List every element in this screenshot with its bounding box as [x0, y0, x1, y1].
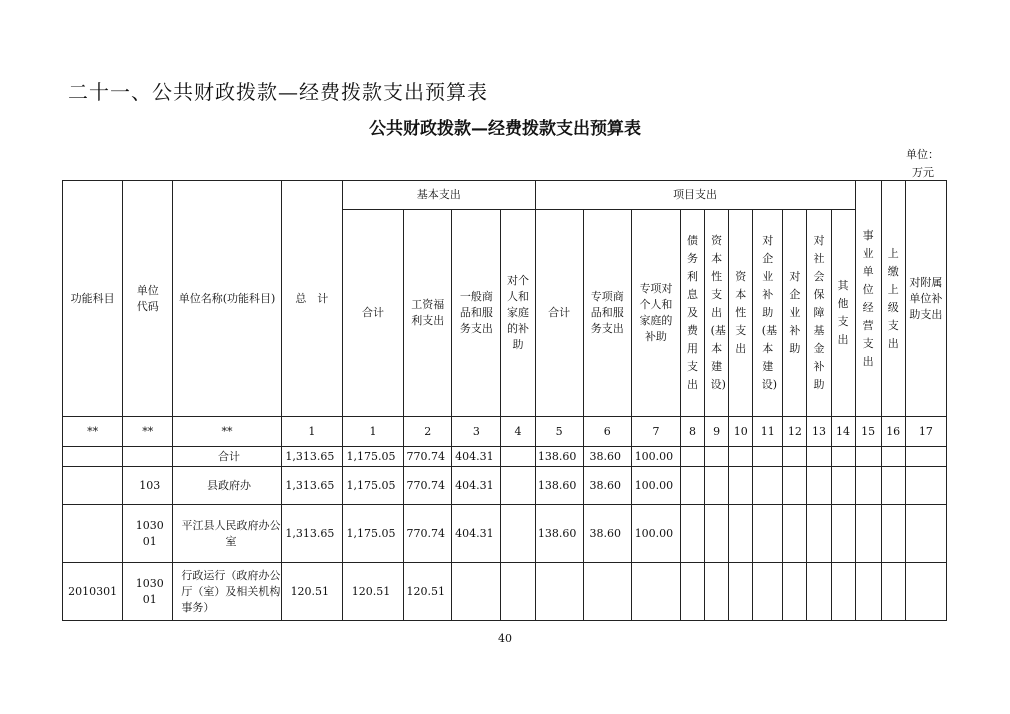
header-capital-construction: 资本性支出(基本建设) [705, 210, 729, 417]
cell-subject [63, 505, 123, 563]
index-cell: 13 [807, 417, 831, 447]
cell-basic-total: 1,175.05 [342, 505, 403, 563]
cell-special-goods: 38.60 [583, 467, 631, 505]
cell-special-goods: 38.60 [583, 447, 631, 467]
index-cell: 6 [583, 417, 631, 447]
header-unit-name: 单位名称(功能科目) [173, 181, 281, 417]
cell-special-personal [631, 563, 680, 621]
header-wages: 工资福利支出 [404, 210, 452, 417]
cell-total: 1,313.65 [281, 447, 342, 467]
cell-personal [501, 505, 535, 563]
table-row [63, 447, 947, 467]
index-cell: 1 [342, 417, 403, 447]
header-enterprise-subsidy-construction: 对企业补助(基本建设) [753, 210, 783, 417]
cell-name: 合计 [173, 447, 281, 467]
unit-value: 万元 [912, 166, 934, 179]
index-cell: 11 [753, 417, 783, 447]
header-capital: 资本性支出 [729, 210, 753, 417]
header-total: 总 计 [281, 181, 342, 417]
header-project-expenditure: 项目支出 [535, 181, 855, 210]
cell-special-personal: 100.00 [631, 467, 680, 505]
index-row [63, 417, 947, 447]
index-cell: 9 [705, 417, 729, 447]
cell-special-goods: 38.60 [583, 505, 631, 563]
cell-name: 行政运行（政府办公厅（室）及相关机构事务） [173, 563, 281, 621]
cell-goods [452, 563, 501, 621]
cell-basic-total: 1,175.05 [342, 467, 403, 505]
index-cell: ** [123, 417, 173, 447]
cell-project-total: 138.60 [535, 505, 583, 563]
cell-wages: 770.74 [404, 505, 452, 563]
table-row [63, 467, 947, 505]
header-social-security: 对社会保障基金补助 [807, 210, 831, 417]
cell-total: 1,313.65 [281, 505, 342, 563]
index-cell: 16 [881, 417, 905, 447]
cell-goods: 404.31 [452, 467, 501, 505]
cell-subject: 2010301 [63, 563, 123, 621]
header-personal-subsidy: 对个人和家庭的补助 [501, 210, 535, 417]
header-affiliated: 对附属单位补助支出 [905, 181, 946, 417]
header-basic-expenditure: 基本支出 [342, 181, 535, 210]
index-cell: 14 [831, 417, 855, 447]
cell-wages: 770.74 [404, 467, 452, 505]
index-cell: ** [63, 417, 123, 447]
cell-subject [63, 447, 123, 467]
cell-special-personal: 100.00 [631, 447, 680, 467]
table-title: 公共财政拨款—经费拨款支出预算表 [369, 119, 641, 139]
cell-basic-total: 120.51 [342, 563, 403, 621]
cell-name: 县政府办 [173, 467, 281, 505]
index-cell: 17 [905, 417, 946, 447]
header-operating: 事业单位经营支出 [855, 181, 881, 417]
cell-basic-total: 1,175.05 [342, 447, 403, 467]
cell-project-total: 138.60 [535, 447, 583, 467]
cell-goods: 404.31 [452, 447, 501, 467]
cell-code: 103001 [123, 505, 173, 563]
table-row [63, 563, 947, 621]
cell-wages: 770.74 [404, 447, 452, 467]
index-cell: 3 [452, 417, 501, 447]
index-cell: 15 [855, 417, 881, 447]
header-remit-upper: 上缴上级支出 [881, 181, 905, 417]
header-special-goods: 专项商品和服务支出 [583, 210, 631, 417]
cell-personal [501, 447, 535, 467]
index-cell: 4 [501, 417, 535, 447]
index-cell: 1 [281, 417, 342, 447]
index-cell: 5 [535, 417, 583, 447]
header-unit-code: 单位代码 [123, 181, 173, 417]
cell-personal [501, 467, 535, 505]
cell-total: 1,313.65 [281, 467, 342, 505]
header-enterprise-subsidy: 对企业补助 [783, 210, 807, 417]
header-project-total: 合计 [535, 210, 583, 417]
page-number: 40 [498, 632, 512, 645]
budget-table [62, 180, 947, 621]
index-cell: 12 [783, 417, 807, 447]
index-cell: 2 [404, 417, 452, 447]
cell-personal [501, 563, 535, 621]
index-cell: 8 [681, 417, 705, 447]
cell-code [123, 447, 173, 467]
header-goods-services: 一般商品和服务支出 [452, 210, 501, 417]
table-row [63, 505, 947, 563]
cell-project-total [535, 563, 583, 621]
cell-wages: 120.51 [404, 563, 452, 621]
cell-subject [63, 467, 123, 505]
cell-code: 103 [123, 467, 173, 505]
header-basic-total: 合计 [342, 210, 403, 417]
cell-name: 平江县人民政府办公室 [173, 505, 281, 563]
header-function-subject: 功能科目 [63, 181, 123, 417]
header-special-personal: 专项对个人和家庭的补助 [631, 210, 680, 417]
section-heading: 二十一、公共财政拨款—经费拨款支出预算表 [68, 80, 488, 104]
index-cell: 10 [729, 417, 753, 447]
cell-special-personal: 100.00 [631, 505, 680, 563]
cell-special-goods [583, 563, 631, 621]
index-cell: ** [173, 417, 281, 447]
unit-label: 单位： [906, 148, 939, 161]
header-other: 其他支出 [831, 210, 855, 417]
index-cell: 7 [631, 417, 680, 447]
cell-project-total: 138.60 [535, 467, 583, 505]
header-debt-interest: 债务利息及费用支出 [681, 210, 705, 417]
cell-code: 103001 [123, 563, 173, 621]
cell-goods: 404.31 [452, 505, 501, 563]
cell-total: 120.51 [281, 563, 342, 621]
